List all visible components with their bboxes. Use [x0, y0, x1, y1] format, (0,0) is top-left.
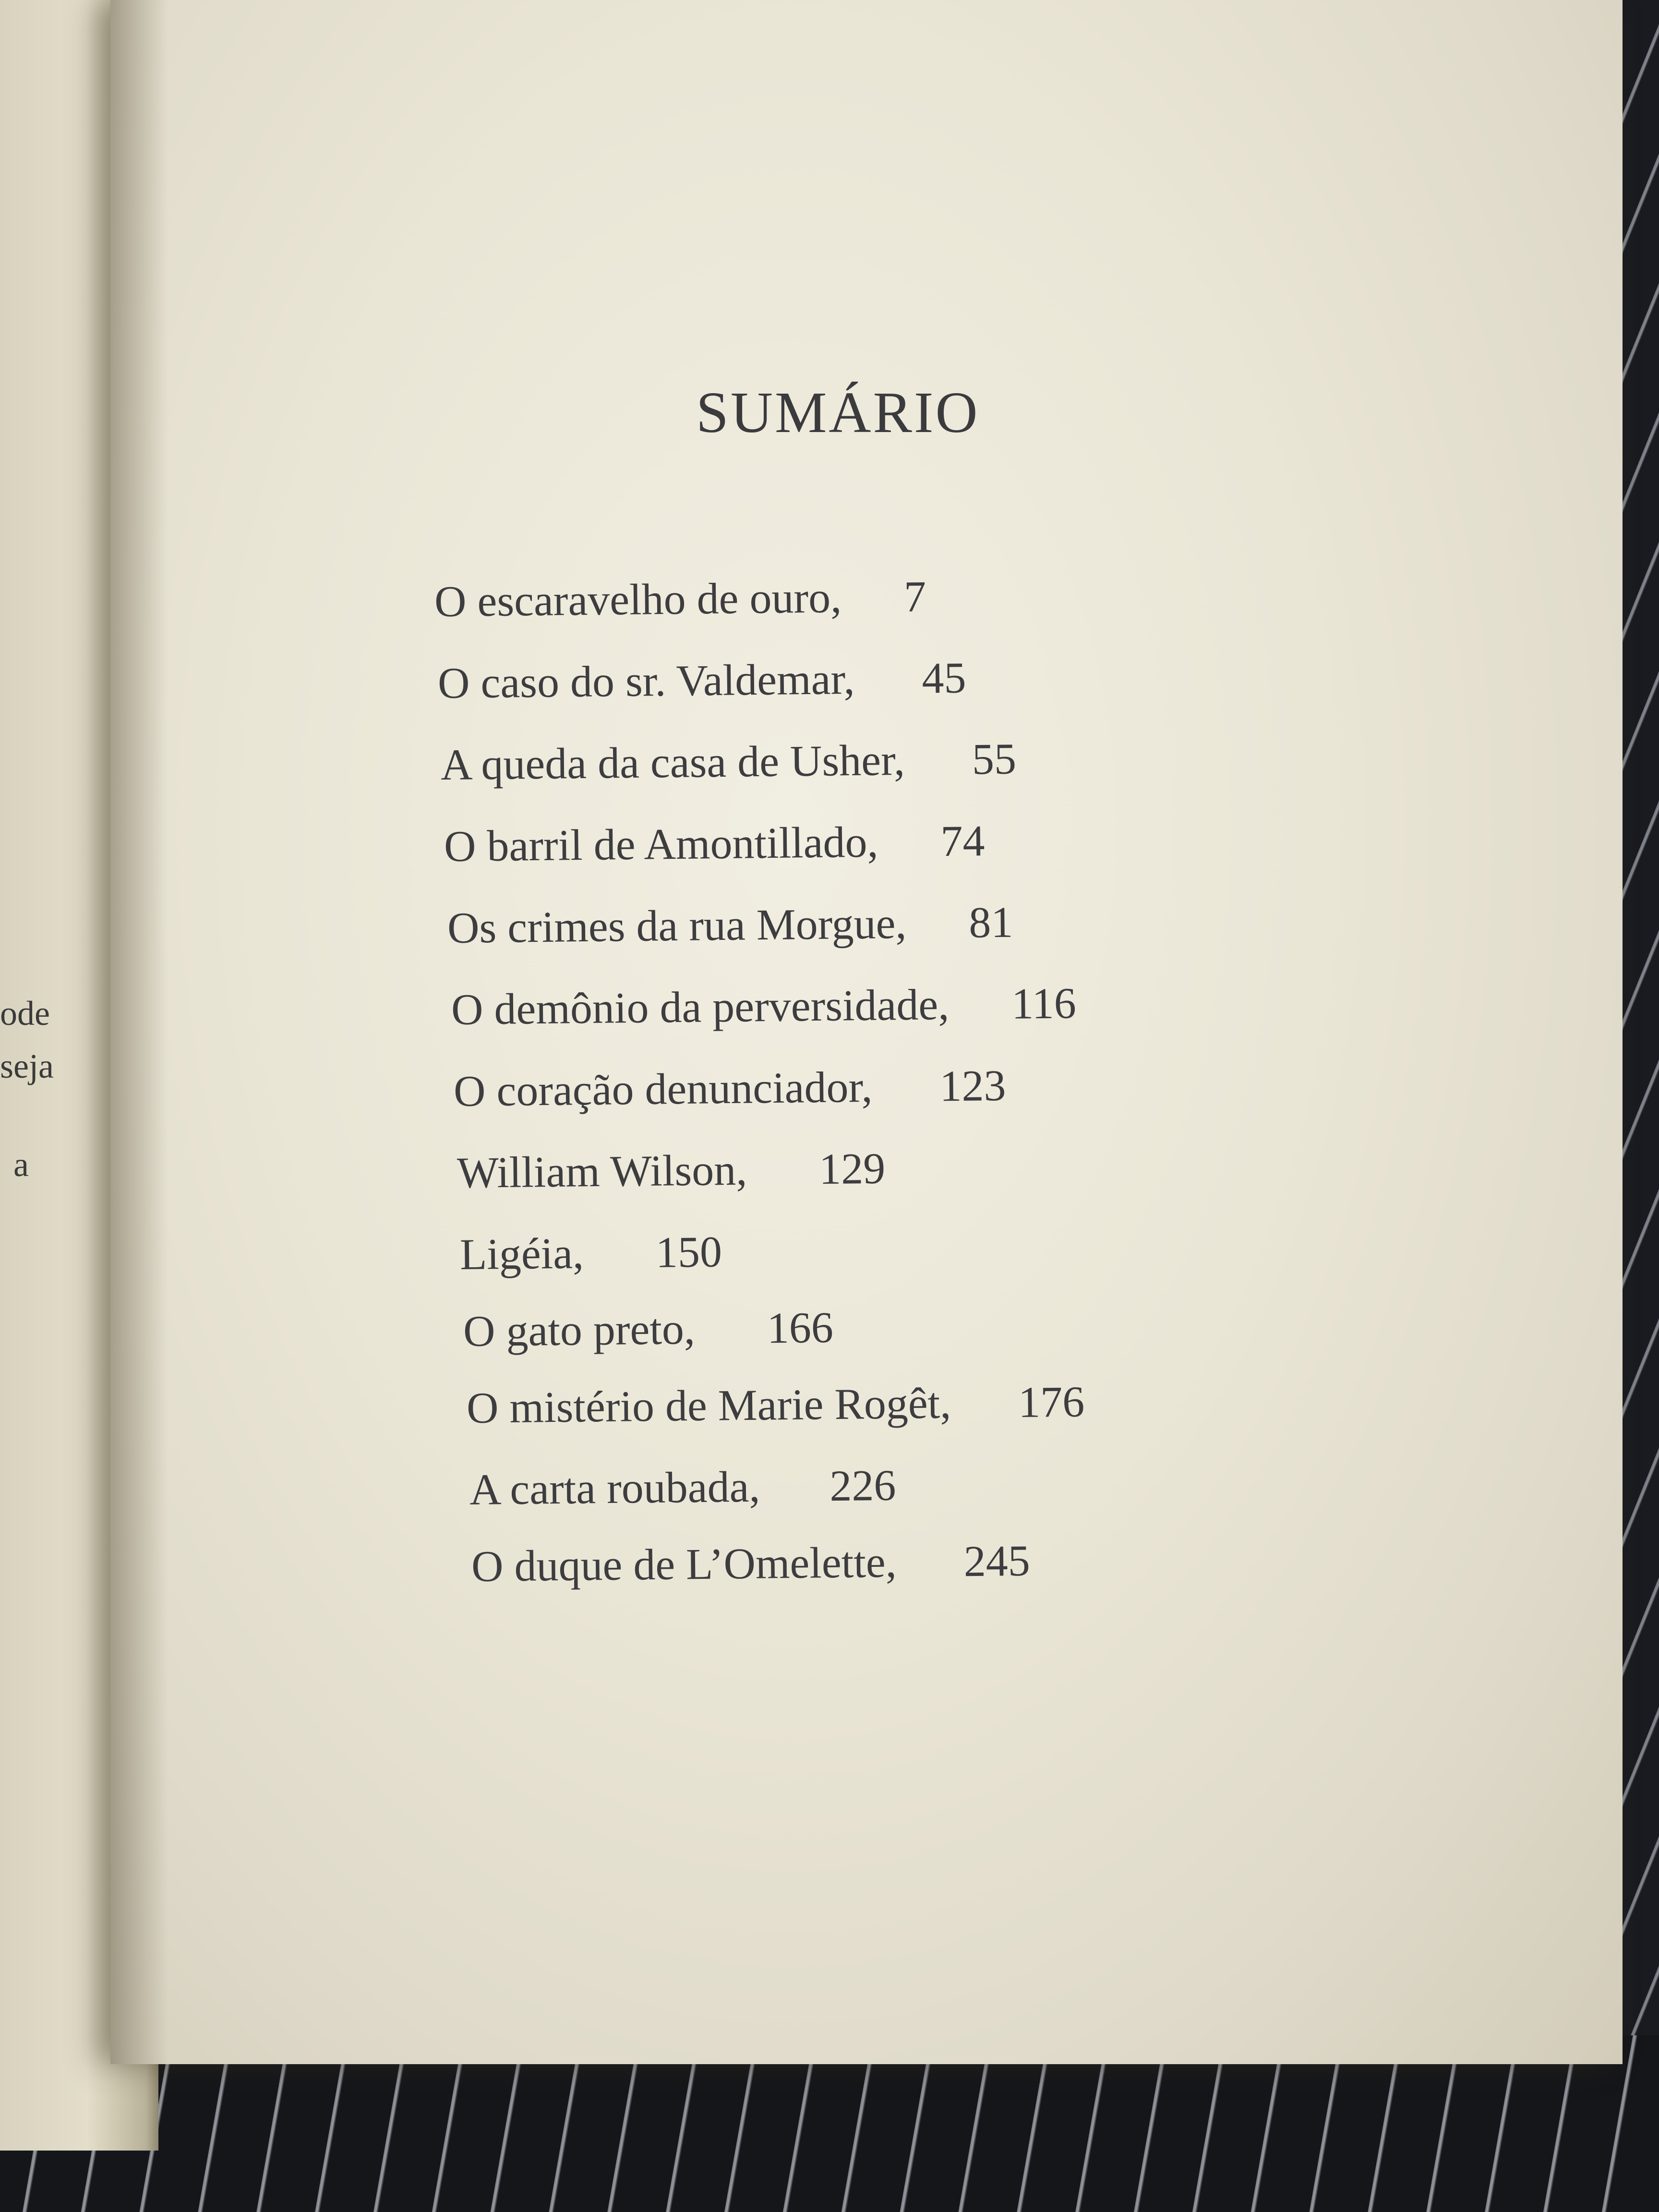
toc-entry-page: 245: [963, 1536, 1031, 1586]
toc-entry: [447, 897, 1013, 953]
toc-entry: [457, 1143, 885, 1198]
toc-entry-page: 74: [940, 816, 985, 866]
left-page-fragment: ode: [0, 994, 50, 1033]
toc-entry-page: 129: [818, 1143, 886, 1194]
toc-entry-title: Os crimes da rua Morgue,: [447, 898, 907, 952]
toc-entry-page: 166: [767, 1302, 834, 1353]
toc-entry-title: O gato preto,: [463, 1304, 696, 1356]
toc-entry: [466, 1376, 1084, 1433]
toc-entry-page: 45: [921, 653, 966, 703]
toc-entry-page: 7: [903, 572, 926, 621]
toc-entry-title: O demônio da perversidade,: [451, 980, 950, 1034]
book-page: [110, 0, 1623, 2064]
toc-entry: [471, 1535, 1030, 1592]
toc-entry: [437, 652, 966, 709]
toc-entry-title: Ligéia,: [459, 1228, 584, 1279]
toc-entry-page: 81: [968, 897, 1013, 947]
toc-entry-title: O caso do sr. Valdemar,: [437, 654, 855, 708]
toc-entry-title: O escaravelho de ouro,: [434, 573, 842, 626]
toc-entry-title: William Wilson,: [457, 1145, 747, 1197]
toc-entry-title: O duque de L’Omelette,: [471, 1537, 897, 1591]
toc-entry-page: 123: [939, 1060, 1006, 1111]
toc-entry-title: O coração denunciador,: [453, 1062, 873, 1116]
toc-entry: [453, 1060, 1006, 1117]
toc-entry-title: A carta roubada,: [469, 1462, 760, 1514]
toc-entry-title: A queda da casa de Usher,: [440, 735, 905, 789]
toc-entry-title: O mistério de Marie Rogêt,: [466, 1378, 951, 1432]
toc-entry: [451, 977, 1076, 1035]
toc-entry: [469, 1460, 896, 1515]
gutter-shadow: [110, 0, 168, 2064]
toc-entry: [434, 571, 926, 627]
toc-entry-page: 55: [972, 734, 1017, 784]
toc-entry: [459, 1226, 722, 1280]
toc-entry: [463, 1302, 833, 1357]
toc-entry-page: 150: [655, 1227, 722, 1277]
toc-entry: [444, 815, 985, 872]
toc-entry-title: O barril de Amontillado,: [444, 817, 879, 871]
toc-entry: [440, 733, 1016, 790]
page-title: SUMÁRIO: [696, 380, 980, 445]
toc-entry-page: 226: [829, 1460, 896, 1511]
left-page-fragment: a: [13, 1145, 29, 1184]
toc-entry-page: 116: [1011, 978, 1077, 1028]
toc-entry-page: 176: [1018, 1377, 1085, 1427]
left-page-fragment: seja: [0, 1047, 54, 1085]
